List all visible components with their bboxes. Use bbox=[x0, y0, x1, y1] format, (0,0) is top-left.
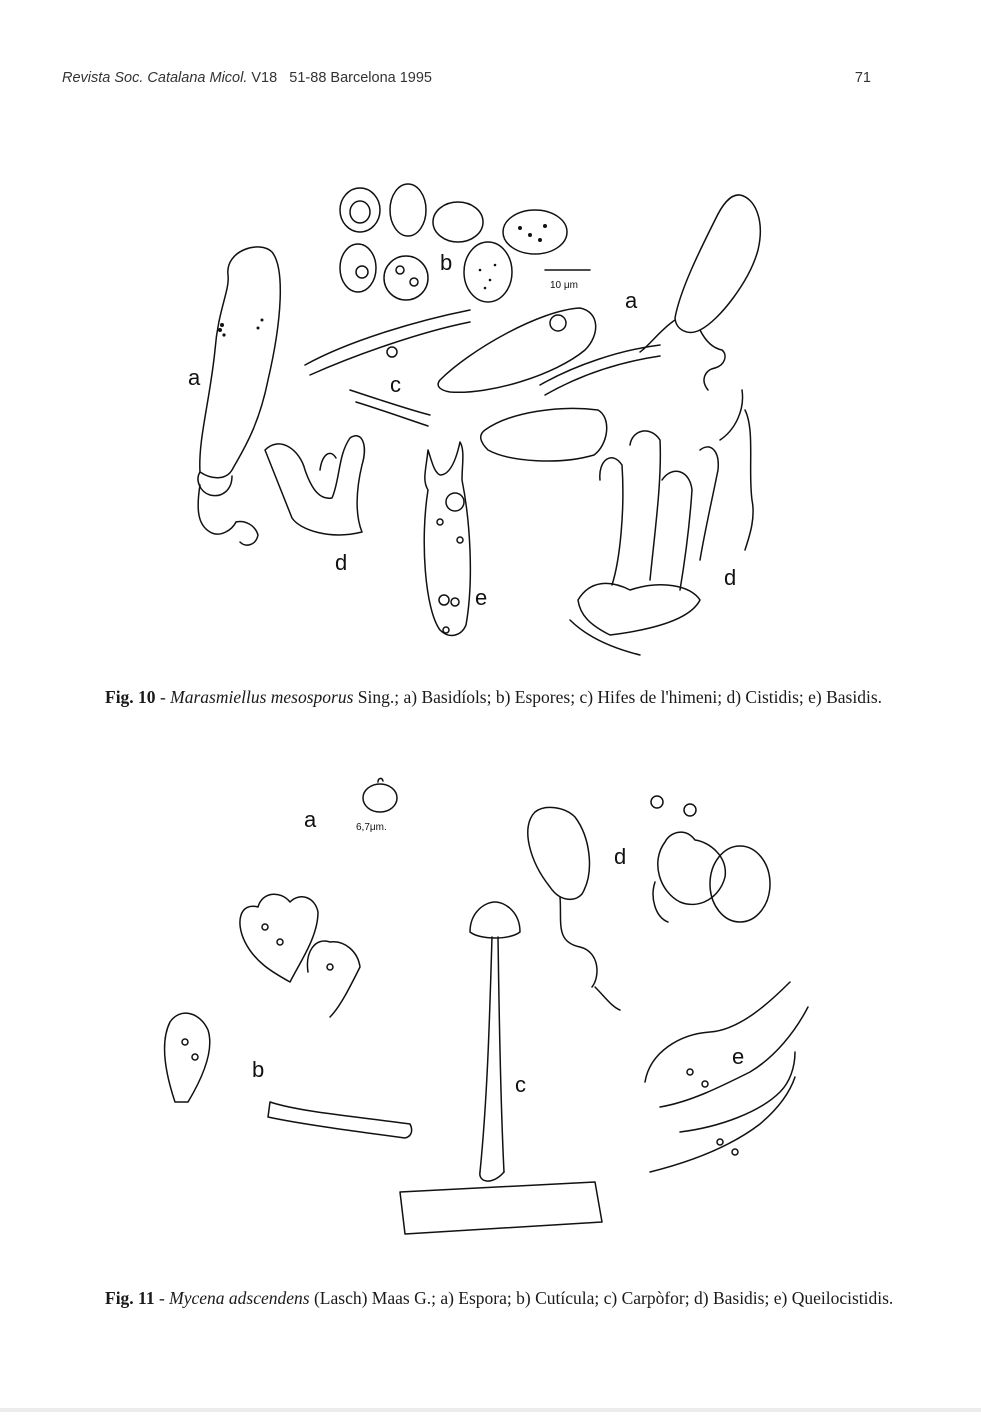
fig10-basidiole-left bbox=[198, 247, 280, 545]
pages-place-year: 51-88 Barcelona 1995 bbox=[289, 70, 432, 86]
figure-10-drawing bbox=[0, 180, 981, 660]
fig11-basidia bbox=[528, 796, 770, 1010]
fig10-number: Fig. 10 bbox=[105, 687, 156, 707]
fig10-dash: - bbox=[155, 687, 171, 707]
journal-name: Revista Soc. Catalana Micol. bbox=[62, 70, 248, 86]
fig10-basidium bbox=[424, 442, 487, 635]
journal-volume: V18 bbox=[251, 70, 278, 86]
fig11-caption-text: (Lasch) Maas G.; a) Espora; b) Cutícula; c) Carpòfor; d) Basidis; e) Queilocistidis. bbox=[309, 1288, 894, 1308]
fig11-scale-label: 6,7μm. bbox=[356, 822, 387, 833]
page-number: 71 bbox=[854, 70, 871, 86]
fig11-label-d: d bbox=[614, 844, 627, 869]
fig10-label-d-left: d bbox=[335, 550, 348, 575]
fig11-cheilocystidia bbox=[645, 982, 808, 1172]
fig10-cystidia-left bbox=[265, 436, 364, 575]
page-bottom-rule bbox=[0, 1408, 981, 1412]
fig11-cuticle bbox=[165, 894, 412, 1138]
fig11-label-e: e bbox=[732, 1044, 745, 1069]
figure-10-caption bbox=[105, 686, 895, 708]
fig10-spores bbox=[340, 184, 567, 302]
fig11-spore bbox=[304, 778, 397, 833]
figure-10-svg bbox=[0, 180, 981, 660]
fig11-label-a: a bbox=[304, 807, 317, 832]
fig10-caption-text: Sing.; a) Basidíols; b) Espores; c) Hifes de l'himeni; d) Cistidis; e) Basidis. bbox=[353, 687, 883, 707]
fig10-label-d-right: d bbox=[724, 565, 737, 590]
running-head bbox=[62, 70, 871, 86]
fig11-species: Mycena adscendens bbox=[169, 1288, 310, 1308]
fig10-label-a-right: a bbox=[625, 288, 638, 313]
fig10-scale bbox=[545, 270, 590, 291]
fig10-species: Marasmiellus mesosporus bbox=[170, 687, 354, 707]
fig11-label-c: c bbox=[515, 1072, 526, 1097]
fig10-label-c: c bbox=[390, 372, 401, 397]
fig10-label-e: e bbox=[475, 585, 488, 610]
fig11-label-b: b bbox=[252, 1057, 265, 1082]
figure-11-svg bbox=[0, 772, 981, 1262]
figure-11-drawing bbox=[0, 772, 981, 1262]
fig10-basidiole-right bbox=[625, 195, 760, 390]
fig10-label-b: b bbox=[440, 250, 453, 275]
fig10-hyphae bbox=[305, 308, 660, 461]
fig11-dash: - bbox=[154, 1288, 170, 1308]
fig11-number: Fig. 11 bbox=[105, 1288, 155, 1308]
fig10-label-a-left: a bbox=[188, 365, 201, 390]
fig11-carpophore bbox=[400, 902, 602, 1234]
fig10-cystidia-right bbox=[570, 390, 753, 655]
fig10-scale-label: 10 μm bbox=[550, 280, 578, 291]
figure-11-caption bbox=[105, 1287, 895, 1309]
